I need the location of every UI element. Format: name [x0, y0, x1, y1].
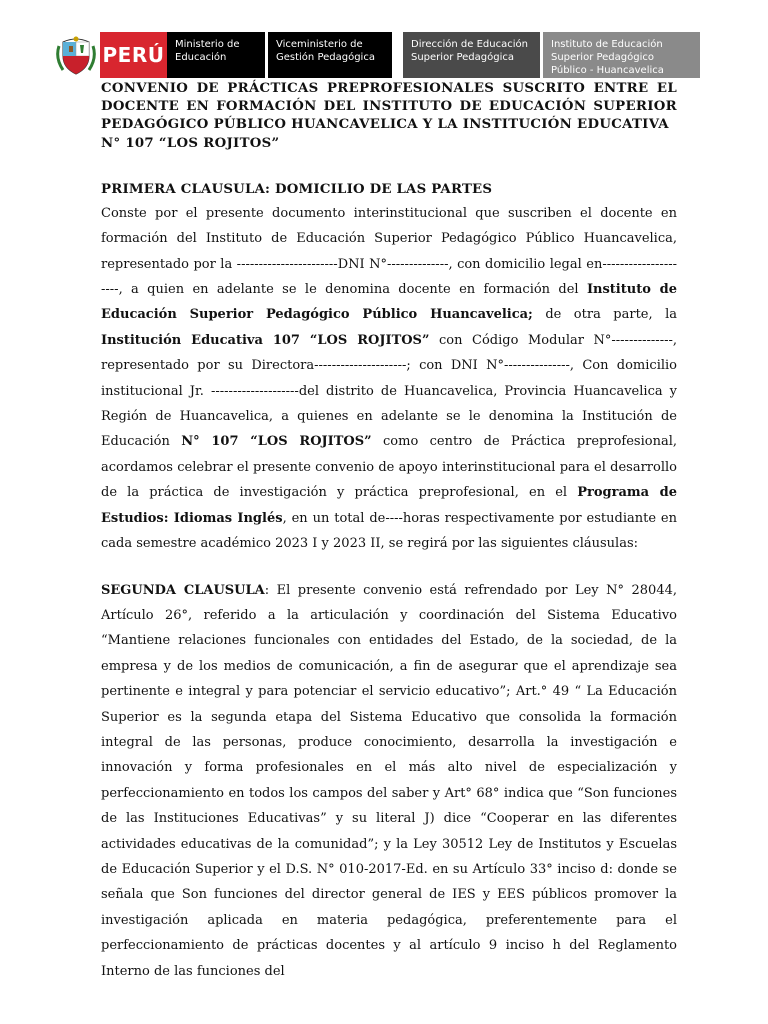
document-body: [101, 80, 677, 984]
header-box-viceministerio: Viceministerio de Gestión Pedagógica: [268, 32, 392, 78]
header-box-ministerio: Ministerio de Educación: [167, 32, 265, 78]
bold-run: Institución Educativa 107 “LOS ROJITOS”: [101, 332, 430, 348]
document-title: [101, 80, 677, 153]
bold-run: SEGUNDA CLAUSULA: [101, 582, 265, 598]
header-box-instituto: Instituto de Educación Superior Pedagógico Público - Huancavelica: [543, 32, 700, 78]
text-run: , en un total de----horas respectivamente por estudiante en cada semestre académico 2023 I y 2023 II, se regirá por las siguientes cláusulas:: [101, 510, 678, 552]
title-line: CONVENIO DE PRÁCTICAS PREPROFESIONALES SUSCRITO ENTRE EL: [101, 81, 677, 96]
bold-run: Programa de Estudios: Idiomas Inglés: [101, 485, 677, 526]
title-line: PEDAGÓGICO PÚBLICO HUANCAVELICA Y LA INSTITUCIÓN EDUCATIVA: [101, 117, 669, 133]
title-line: DOCENTE EN FORMACIÓN DEL INSTITUTO DE EDUCACIÓN SUPERIOR: [101, 99, 677, 115]
text-run: : El presente convenio está refrendado por Ley N° 28044, Artículo 26°, referido a la articulación y coordinación del Sistema Educativo “Mantiene relaciones funcionales con entidades del Estado, de la sociedad, de la empresa y de los medios de comunicación, a fin de asegurar que el aprendizaje sea pertinente e integral y para potenciar el servicio educativo”; Art.° 49 “ La Educación Superior es la segunda etapa del Sistema Educativo que consolida la formación integral de las personas, produce conocimiento, desarrolla la investigación e innovación y forma profesionales en el más alto nivel de especialización y perfeccionamiento en todos los campos del saber y Art° 68° indica que “Son funciones de las Instituciones Educativas” y su literal J) dice “Cooperar en las diferentes actividades educativas de la comunidad”; y la Ley 30512 Ley de Institutos y Escuelas de Educación Superior y el D.S. N° 010-2017-Ed. en su Artículo 33° inciso d: donde se señala que Son funciones del director general de IES y EES públicos promover la investigación aplicada en materia pedagógica, preferentemente para el perfeccionamiento de prácticas docentes y al artículo 9 inciso h del Reglamento Interno de las funciones del: [101, 582, 678, 979]
bold-run: N° 107 “LOS ROJITOS”: [181, 434, 372, 450]
text-run: Conste por el presente documento interinstitucional que suscriben el docente en formación del Instituto de Educación Superior Pedagógico Público Huancavelica, representado por la -----------------------DNI N°--------------, con domicilio legal en---------------------, a quien en adelante se le denomina docente en formación del: [101, 205, 677, 298]
document-header: [0, 31, 768, 79]
bold-run: Instituto de Educación Superior Pedagógico Público Huancavelica;: [101, 282, 677, 323]
paragraph-primera-clausula: [101, 201, 677, 557]
peru-brand: PERÚ: [100, 32, 167, 78]
text-run: de otra parte, la: [532, 307, 677, 323]
coat-of-arms-icon: [55, 36, 97, 76]
paragraph-segunda-clausula: [101, 578, 677, 985]
text-run: como centro de Práctica preprofesional, acordamos celebrar el presente convenio de apoyo interinstitucional para el desarrollo de la práctica de investigación y práctica preprofesional, en el: [101, 434, 677, 501]
header-box-direccion: Dirección de Educación Superior Pedagógica: [403, 32, 540, 78]
title-line: N° 107 “LOS ROJITOS”: [101, 135, 280, 151]
section-heading-primera: PRIMERA CLAUSULA: DOMICILIO DE LAS PARTES: [101, 181, 493, 197]
text-run: con Código Modular N°--------------, representado por su Directora---------------------; con DNI N°---------------, Con domicilio institucional Jr. --------------------del distrito de Huancavelica, Provincia Huancavelica y Región de Huancavelica, a quienes en adelante se le denomina la Institución de Educación: [101, 332, 678, 450]
